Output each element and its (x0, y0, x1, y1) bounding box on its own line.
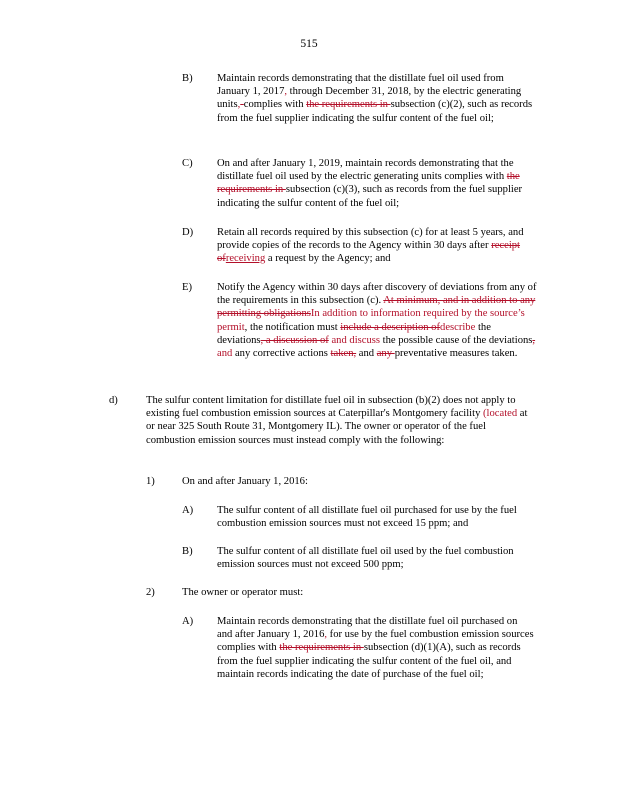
text-run: subsection (c)(3), such as records from the fuel supplier indicating the sulfur content of the fuel oil; (217, 184, 523, 209)
deleted-text: At minimum, and in addition to any permitting obligations (217, 295, 536, 320)
text-run: The owner or operator must: (182, 587, 304, 598)
inserted-text: In addition to information required by the source’s permit (217, 308, 525, 333)
item-text (182, 475, 512, 488)
text-run: at or near 325 South Route 31, Montgomery IL). The owner or operator of the fuel combustion emission sources must instead comply with the following: (146, 408, 528, 446)
item-label: B) (182, 546, 193, 557)
text-run: Maintain records demonstrating that the distillate fuel oil used from January 1, 2017 (217, 73, 504, 98)
text-run: the deviations (217, 321, 491, 346)
deleted-text: the requirements in (217, 171, 520, 196)
text-run: The sulfur content of all distillate fuel oil used by the fuel combustion emission sources must not exceed 500 ppm; (217, 546, 514, 571)
text-run: Retain all records required by this subsection (c) for at least 5 years, and provide copies of the records to the Agency within 30 days after (217, 227, 524, 252)
text-run: Notify the Agency within 30 days after discovery of deviations from any of the requirements in this subsection (c). (217, 282, 537, 307)
item-label: C) (182, 158, 193, 169)
item-text (217, 615, 535, 681)
item-label: 1) (146, 476, 155, 487)
deleted-text: , (532, 334, 536, 346)
deleted-text: the requirements in (306, 99, 391, 111)
text-run: complies with (243, 99, 307, 111)
item-label: A) (182, 616, 194, 627)
item-text (146, 394, 536, 447)
deleted-text: include a description of (340, 321, 441, 333)
item-label: D) (182, 227, 194, 238)
deleted-text: the requirements in (279, 642, 364, 654)
text-run: preventative measures taken. (394, 348, 518, 360)
text-run: a request by the Agency; and (265, 253, 391, 265)
deleted-text: any (376, 348, 395, 360)
inserted-text: and discuss (328, 334, 381, 346)
item-label: A) (182, 505, 194, 516)
text-run: Maintain records demonstrating that the distillate fuel oil purchased on and after January 1, 2016 (217, 616, 518, 641)
text-run: subsection (c)(2), such as records from the fuel supplier indicating the sulfur content of the fuel oil; (217, 99, 533, 124)
inserted-text: describe (440, 321, 476, 333)
item-text (182, 586, 512, 599)
deleted-text: receipt of (217, 240, 521, 265)
text-run: and (356, 348, 377, 360)
item-text (217, 281, 537, 360)
inserted-text: , (237, 99, 241, 111)
page-number: 515 (300, 38, 318, 50)
deleted-text: , a discussion of (260, 334, 329, 346)
item-label: B) (182, 73, 193, 84)
text-run: The sulfur content limitation for distillate fuel oil in subsection (b)(2) does not apply to existing fuel combustion emission sources at Caterpillar's Montgomery facility (146, 395, 516, 420)
item-label: E) (182, 282, 192, 293)
item-text (217, 226, 535, 266)
item-text (217, 504, 537, 530)
item-text (217, 545, 517, 571)
text-run: subsection (d)(1)(A), such as records from the fuel supplier indicating the sulfur content of the fuel oil, and maintain records indicating the date of purchase of the fuel oil; (217, 642, 521, 680)
text-run: , the notification must (244, 321, 341, 333)
deleted-text: taken, (330, 348, 357, 360)
deleted-text: - (240, 99, 244, 111)
text-run: any corrective actions (232, 348, 331, 360)
inserted-text: and (217, 348, 233, 360)
inserted-text: (located (483, 408, 518, 420)
inserted-text: , (284, 86, 288, 98)
item-label: d) (109, 395, 118, 406)
text-run: for use by the fuel combustion emission sources complies with (217, 629, 534, 654)
item-text (217, 157, 535, 210)
text-run: the possible cause of the deviations (380, 334, 533, 346)
text-run: The sulfur content of all distillate fuel oil purchased for use by the fuel combustion emission sources must not exceed 15 ppm; and (217, 505, 517, 530)
inserted-text: , (324, 629, 328, 641)
text-run: through December 31, 2018, by the electric generating units (217, 86, 522, 111)
text-run: On and after January 1, 2019, maintain records demonstrating that the distillate fuel oil used by the electric generating units complies with (217, 158, 514, 183)
item-text (217, 72, 535, 125)
item-label: 2) (146, 587, 155, 598)
text-run: On and after January 1, 2016: (182, 476, 308, 487)
inserted-text: receiving (225, 253, 266, 265)
